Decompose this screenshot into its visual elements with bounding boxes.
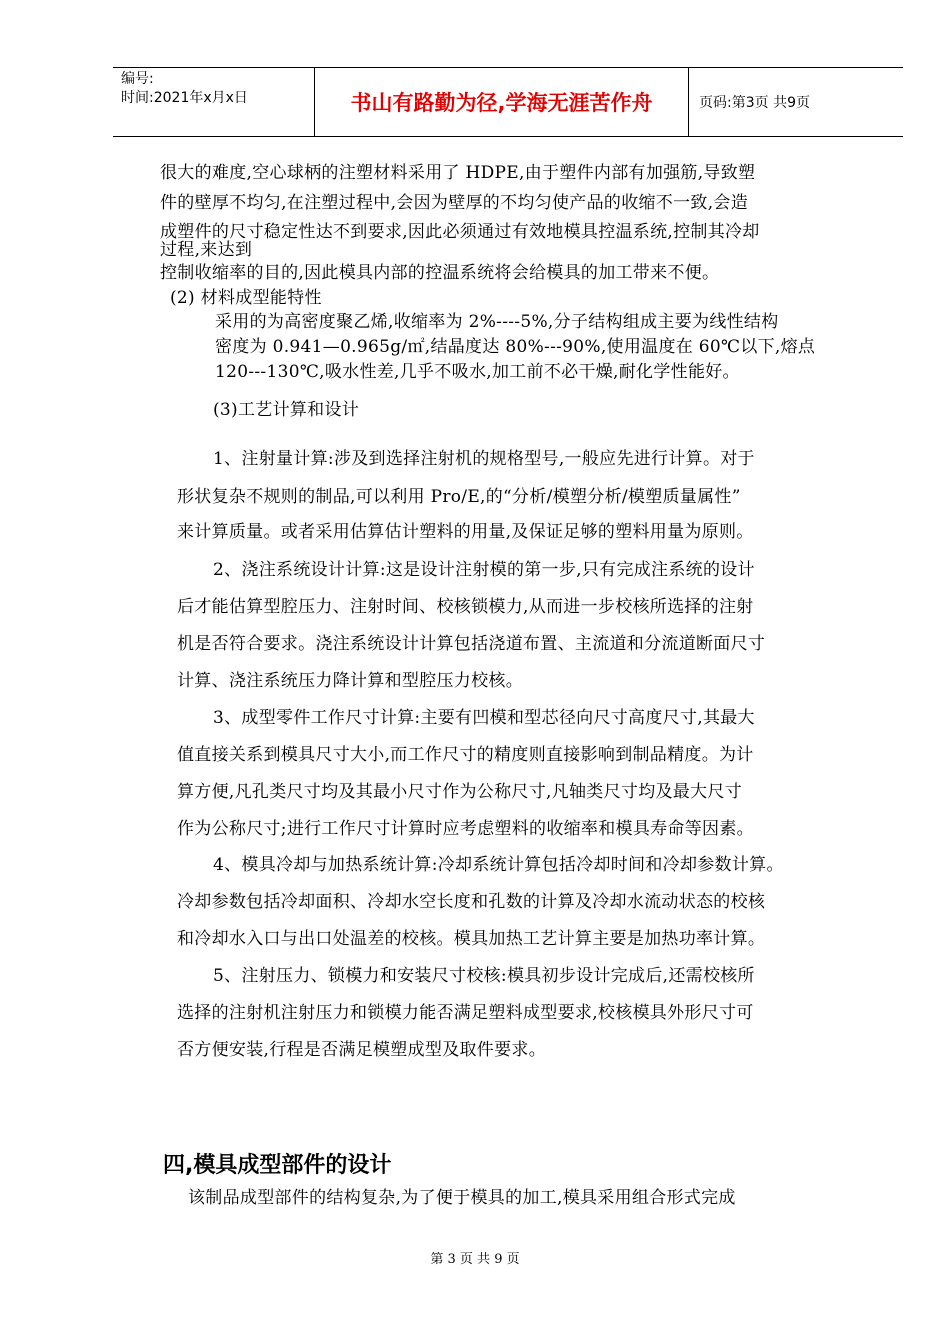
body-line: 4、模具冷却与加热系统计算:冷却系统计算包括冷却时间和冷却参数计算。 <box>213 855 784 875</box>
body-line: 形状复杂不规则的制品,可以利用 Pro/E,的“分析/模塑分析/模塑质量属性” <box>177 487 741 507</box>
subsection-heading: (3)工艺计算和设计 <box>213 400 360 420</box>
body-line: 2、浇注系统设计计算:这是设计注射模的第一步,只有完成注系统的设计 <box>213 560 755 580</box>
body-line: 3、成型零件工作尺寸计算:主要有凹模和型芯径向尺寸高度尺寸,其最大 <box>213 708 755 728</box>
body-line: 密度为 0.941—0.965g/㎡,结晶度达 80%---90%,使用温度在 60℃以下,熔点 <box>215 337 816 357</box>
body-line: 算方便,凡孔类尺寸均及其最小尺寸作为公称尺寸,凡轴类尺寸均及最大尺寸 <box>177 782 743 802</box>
body-line: 冷却参数包括冷却面积、冷却水空长度和孔数的计算及冷却水流动状态的校核 <box>177 892 766 912</box>
page-footer: 第 3 页 共 9 页 <box>430 1252 520 1267</box>
body-line: 来计算质量。或者采用估算估计塑料的用量,及保证足够的塑料用量为原则。 <box>177 522 754 542</box>
body-line: 机是否符合要求。浇注系统设计计算包括浇道布置、主流道和分流道断面尺寸 <box>177 634 766 654</box>
section-heading: 四,模具成型部件的设计 <box>163 1153 392 1178</box>
body-line: 否方便安装,行程是否满足模塑成型及取件要求。 <box>177 1040 547 1060</box>
body-line: 选择的注射机注射压力和锁模力能否满足塑料成型要求,校核模具外形尺寸可 <box>177 1003 754 1023</box>
body-line: 过程,来达到 <box>160 240 253 260</box>
body-line: 采用的为高密度聚乙烯,收缩率为 2%----5%,分子结构组成主要为线性结构 <box>215 312 779 332</box>
body-line: 120---130℃,吸水性差,几乎不吸水,加工前不必干燥,耐化学性能好。 <box>215 362 740 382</box>
body-line: 作为公称尺寸;进行工作尺寸计算时应考虑塑料的收缩率和模具寿命等因素。 <box>177 819 754 839</box>
page-header <box>113 67 903 137</box>
body-line: 件的壁厚不均匀,在注塑过程中,会因为壁厚的不均匀使产品的收缩不一致,会造 <box>160 193 749 213</box>
header-meta <box>113 68 315 136</box>
doc-time-label: 时间:2021年x月x日 <box>121 90 248 106</box>
header-page-number: 页码:第3页 共9页 <box>699 95 810 111</box>
header-motto: 书山有路勤为径,学海无涯苦作舟 <box>315 68 689 136</box>
body-line: 后才能估算型腔压力、注射时间、校核锁模力,从而进一步校核所选择的注射 <box>177 597 754 617</box>
body-line: 计算、浇注系统压力降计算和型腔压力校核。 <box>177 671 523 691</box>
body-line: 该制品成型部件的结构复杂,为了便于模具的加工,模具采用组合形式完成 <box>188 1188 736 1208</box>
body-line: 值直接关系到模具尺寸大小,而工作尺寸的精度则直接影响到制品精度。为计 <box>177 745 754 765</box>
body-line: 成塑件的尺寸稳定性达不到要求,因此必须通过有效地模具控温系统,控制其冷却 <box>160 222 760 242</box>
subsection-heading: (2) 材料成型能特性 <box>170 288 322 308</box>
body-line: 和冷却水入口与出口处温差的校核。模具加热工艺计算主要是加热功率计算。 <box>177 929 766 949</box>
body-line: 1、注射量计算:涉及到选择注射机的规格型号,一般应先进行计算。对于 <box>213 449 755 469</box>
body-line: 5、注射压力、锁模力和安装尺寸校核:模具初步设计完成后,还需校核所 <box>213 966 755 986</box>
body-line: 很大的难度,空心球柄的注塑材料采用了 HDPE,由于塑件内部有加强筋,导致塑 <box>160 163 756 183</box>
body-line: 控制收缩率的目的,因此模具内部的控温系统将会给模具的加工带来不便。 <box>160 263 720 283</box>
doc-number-label: 编号: <box>121 71 154 87</box>
